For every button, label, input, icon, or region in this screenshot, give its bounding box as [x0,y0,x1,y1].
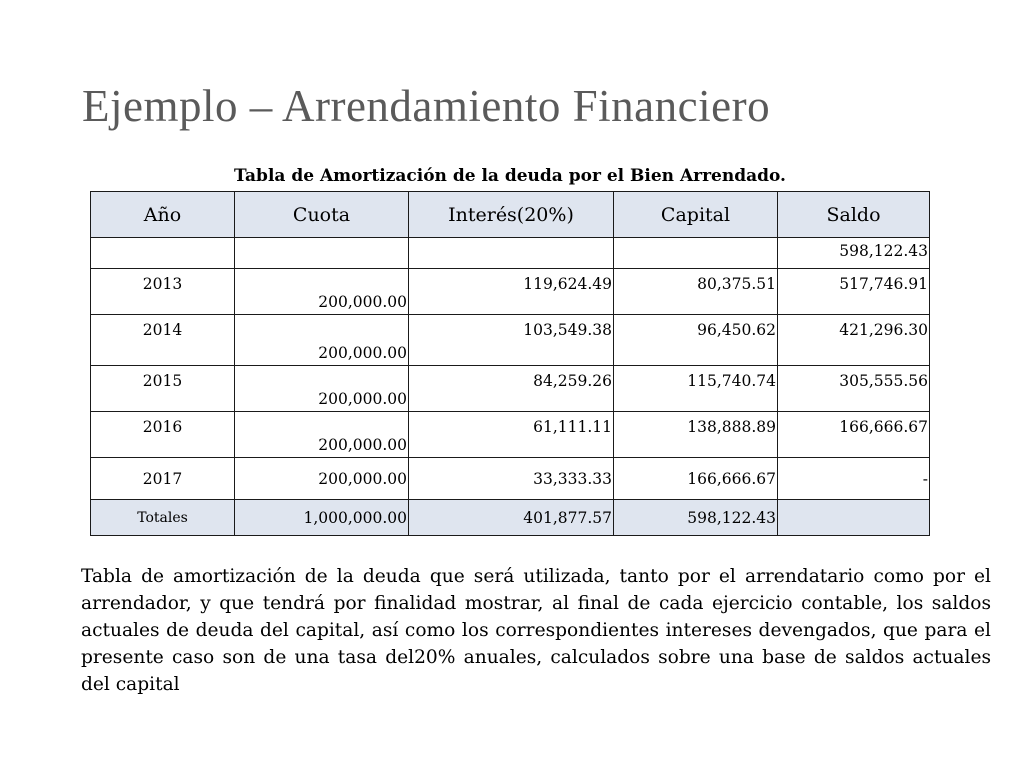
amortization-table [90,191,930,536]
table-row [91,269,930,315]
cell-year: 2016 [91,412,235,458]
table-caption: Tabla de Amortización de la deuda por el Bien Arrendado. [234,166,786,186]
cell-cuota: 200,000.00 [235,269,409,315]
cell-year: 2017 [91,458,235,500]
cell-interes: 61,111.11 [409,412,614,458]
cell-interes: 119,624.49 [409,269,614,315]
table-row [91,412,930,458]
total-capital: 598,122.43 [614,500,778,536]
table-row [91,458,930,500]
cell-cuota: 200,000.00 [235,315,409,366]
cell-year: 2015 [91,366,235,412]
cell-saldo: 166,666.67 [778,412,930,458]
header-cuota: Cuota [235,192,409,238]
cell-interes: 84,259.26 [409,366,614,412]
cell-saldo: 305,555.56 [778,366,930,412]
cell-year [91,238,235,269]
slide-title: Ejemplo – Arrendamiento Financiero [82,81,771,131]
total-saldo [778,500,930,536]
header-saldo: Saldo [778,192,930,238]
cell-capital: 166,666.67 [614,458,778,500]
header-capital: Capital [614,192,778,238]
cell-capital: 80,375.51 [614,269,778,315]
cell-interes: 103,549.38 [409,315,614,366]
description-paragraph: Tabla de amortización de la deuda que será utilizada, tanto por el arrendatario como por el arrendador, y que tendrá por finalidad mostrar, al final de cada ejercicio contable, los saldos actuales de deuda del capital, así como los correspondientes intereses devengados, que para el presente caso son de una tasa del20% anuales, calculados sobre una base de saldos actuales del capital [81,566,991,695]
cell-cuota [235,238,409,269]
header-ano: Año [91,192,235,238]
header-interes: Interés(20%) [409,192,614,238]
cell-saldo: - [778,458,930,500]
cell-saldo: 598,122.43 [778,238,930,269]
cell-cuota: 200,000.00 [235,412,409,458]
cell-saldo: 517,746.91 [778,269,930,315]
table-row [91,315,930,366]
cell-capital [614,238,778,269]
totals-row [91,500,930,536]
cell-capital: 115,740.74 [614,366,778,412]
total-interes: 401,877.57 [409,500,614,536]
table-header-row [91,192,930,238]
cell-saldo: 421,296.30 [778,315,930,366]
cell-capital: 138,888.89 [614,412,778,458]
cell-year: 2014 [91,315,235,366]
cell-capital: 96,450.62 [614,315,778,366]
cell-interes [409,238,614,269]
cell-cuota: 200,000.00 [235,366,409,412]
cell-year: 2013 [91,269,235,315]
totals-label: Totales [91,500,235,536]
table-row [91,366,930,412]
cell-cuota: 200,000.00 [235,458,409,500]
cell-interes: 33,333.33 [409,458,614,500]
table-row [91,238,930,269]
total-cuota: 1,000,000.00 [235,500,409,536]
